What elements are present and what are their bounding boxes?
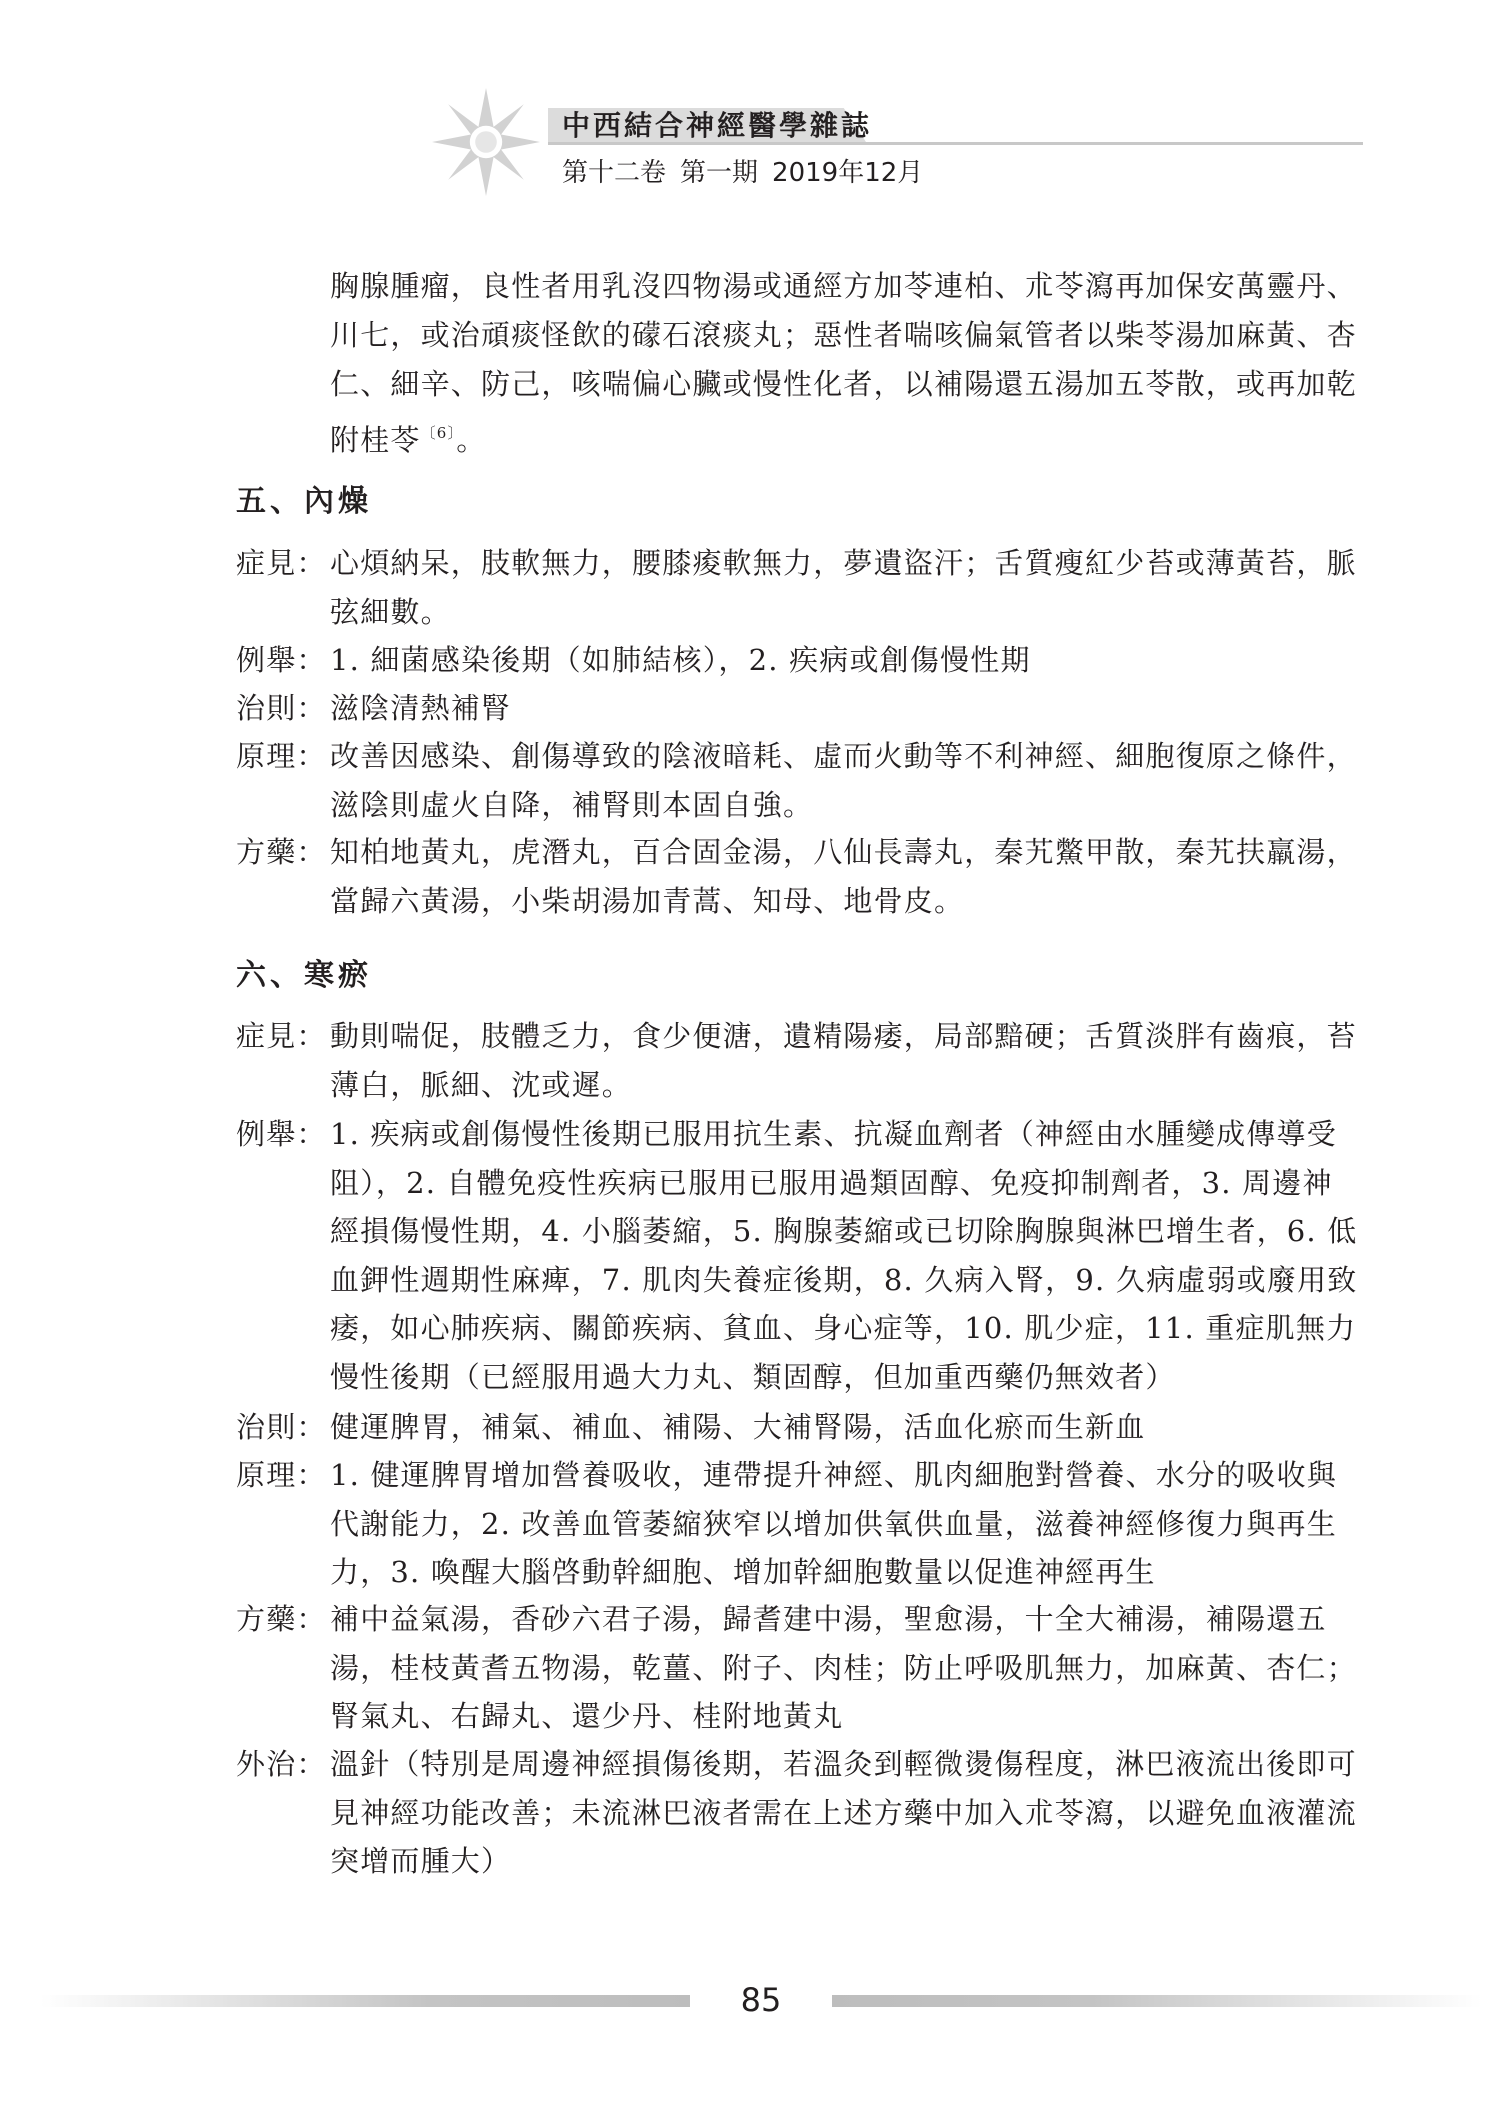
entry-text: 動則喘促，肢體乏力，食少便溏，遺精陽痿，局部黯硬；舌質淡胖有齒痕，苔薄白，脈細、沈或遲。 xyxy=(330,1019,1357,1102)
entry-label: 治則： xyxy=(236,691,327,725)
header-rule xyxy=(548,142,1363,145)
entry-label: 治則： xyxy=(236,1410,327,1444)
issue-date: 2019年12月 xyxy=(772,158,924,188)
entry-label: 方藥： xyxy=(236,1602,327,1636)
entry-text: 改善因感染、創傷導致的陰液暗耗、虛而火動等不利神經、細胞復原之條件，滋陰則虛火自降，補腎則本固自強。 xyxy=(330,739,1357,822)
entry-external-treatment xyxy=(236,1740,1360,1886)
entry-principle xyxy=(236,1403,1360,1452)
entry-symptoms xyxy=(236,1012,1360,1109)
entry-text: 溫針（特別是周邊神經損傷後期，若溫灸到輕微燙傷程度，淋巴液流出後即可見神經功能改善；未流淋巴液者需在上述方藥中加入朮苓瀉，以避免血液灌流突增而腫大） xyxy=(330,1747,1357,1878)
volume-label: 第十二卷 xyxy=(562,158,667,188)
intro-end: 。 xyxy=(456,423,487,457)
entry-rationale xyxy=(236,1451,1360,1597)
entry-examples xyxy=(236,636,1360,685)
page-number: 85 xyxy=(740,1981,782,2019)
entry-label: 原理： xyxy=(236,739,327,773)
entry-label: 原理： xyxy=(236,1458,327,1492)
entry-rationale xyxy=(236,732,1360,829)
section-heading-dryness: 五、內燥 xyxy=(236,484,372,519)
entry-prescription xyxy=(236,1595,1360,1741)
issue-label: 第一期 xyxy=(680,158,759,188)
entry-label: 外治： xyxy=(236,1747,327,1781)
entry-text: 1. 細菌感染後期（如肺結核），2. 疾病或創傷慢性期 xyxy=(330,643,1031,677)
footer-bar-left xyxy=(40,1995,690,2007)
entry-text: 1. 健運脾胃增加營養吸收，連帶提升神經、肌肉細胞對營養、水分的吸收與代謝能力，2. 改善血管萎縮狹窄以增加供氧供血量，滋養神經修復力與再生力，3. 喚醒大腦啓動幹細胞、增加幹細胞數量以促進神經再生 xyxy=(330,1458,1337,1589)
entry-prescription xyxy=(236,828,1360,925)
entry-text: 心煩納呆，肢軟無力，腰膝痠軟無力，夢遺盜汗；舌質瘦紅少苔或薄黃苔，脈弦細數。 xyxy=(330,546,1357,629)
entry-examples xyxy=(236,1110,1360,1401)
citation-ref: 〔6〕 xyxy=(420,424,457,442)
entry-text: 補中益氣湯，香砂六君子湯，歸耆建中湯，聖愈湯，十全大補湯，補陽還五湯，桂枝黃耆五物湯，乾薑、附子、肉桂；防止呼吸肌無力，加麻黃、杏仁；腎氣丸、右歸丸、還少丹、桂附地黃丸 xyxy=(330,1602,1357,1733)
entry-symptoms xyxy=(236,539,1360,636)
journal-title: 中西結合神經醫學雜誌 xyxy=(562,109,873,142)
entry-label: 症見： xyxy=(236,1019,327,1053)
entry-text: 知柏地黃丸，虎潛丸，百合固金湯，八仙長壽丸，秦艽鱉甲散，秦艽扶羸湯，當歸六黃湯，小柴胡湯加青蒿、知母、地骨皮。 xyxy=(330,835,1357,918)
section-heading-cold-stasis: 六、寒瘀 xyxy=(236,958,372,993)
entry-label: 例舉： xyxy=(236,643,327,677)
entry-text: 滋陰清熱補腎 xyxy=(330,691,512,725)
entry-text: 健運脾胃，補氣、補血、補陽、大補腎陽，活血化瘀而生新血 xyxy=(330,1410,1146,1444)
journal-star-logo xyxy=(432,88,540,196)
entry-label: 例舉： xyxy=(236,1117,327,1151)
issue-info xyxy=(562,156,937,190)
entry-label: 方藥： xyxy=(236,835,327,869)
entry-principle xyxy=(236,684,1360,733)
footer-bar-right xyxy=(832,1995,1482,2007)
entry-text: 1. 疾病或創傷慢性後期已服用抗生素、抗凝血劑者（神經由水腫變成傳導受阻），2. 自體免疫性疾病已服用已服用過類固醇、免疫抑制劑者，3. 周邊神經損傷慢性期，4. 小腦萎縮，5. 胸腺萎縮或已切除胸腺與淋巴增生者，6. 低血鉀性週期性麻痺，7. 肌肉失養症後期，8. 久病入腎，9. 久病虛弱或廢用致痿，如心肺疾病、關節疾病、貧血、身心症等，10. 肌少症，11. 重症肌無力慢性後期（已經服用過大力丸、類固醇，但加重西藥仍無效者） xyxy=(330,1117,1358,1394)
intro-paragraph xyxy=(330,262,1360,465)
entry-label: 症見： xyxy=(236,546,327,580)
intro-text: 胸腺腫瘤，良性者用乳沒四物湯或通經方加苓連柏、朮苓瀉再加保安萬靈丹、川七，或治頑痰怪飲的礞石滾痰丸；惡性者喘咳偏氣管者以柴苓湯加麻黃、杏仁、細辛、防己，咳喘偏心臟或慢性化者，以補陽還五湯加五苓散，或再加乾附桂苓 xyxy=(330,269,1357,457)
